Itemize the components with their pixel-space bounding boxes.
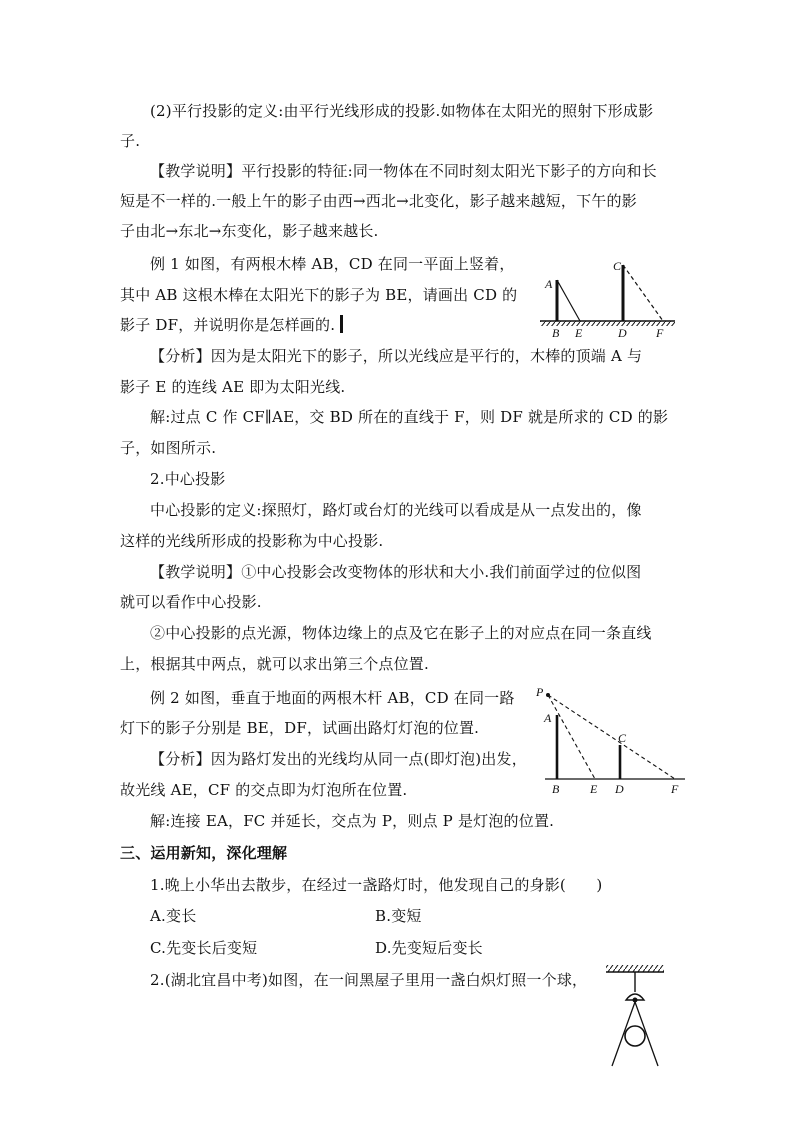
label-e: E [575,326,583,340]
question-1: 1.晚上小华出去散步，在经过一盏路灯时，他发现自己的身影( ) [150,876,603,894]
para-parallel-definition: (2)平行投影的定义:由平行光线形成的投影.如物体在太阳光的照射下形成影 [150,102,654,120]
example-1-cont: 其中 AB 这根木棒在太阳光下的影子为 BE，请画出 CD 的 [120,286,518,304]
label-c: C [618,731,627,745]
example-2: 例 2 如图，垂直于地面的两根木杆 AB，CD 在同一路 [150,689,515,707]
ceiling-hatching [606,965,664,972]
figure-parallel-projection [535,250,685,350]
solution-1-cont: 子，如图所示. [120,439,217,457]
teaching-note-1-cont: 短是不一样的.一般上午的影子由西→西北→北变化，影子越来越短，下午的影 [120,192,637,210]
sun-ray-ae [557,280,580,321]
teaching-note-3: ②中心投影的点光源，物体边缘上的点及它在影子上的对应点在同一条直线 [150,624,652,642]
ground-hatching [540,321,675,326]
question-1-option-d: D.先变短后变长 [375,939,483,957]
analysis-2: 【分析】因为路灯发出的光线均从同一点(即灯泡)出发， [150,750,527,768]
teaching-note-2: 【教学说明】①中心投影会改变物体的形状和大小.我们前面学过的位似图 [150,563,642,581]
solution-2: 解:连接 EA，FC 并延长，交点为 P，则点 P 是灯泡的位置. [150,812,555,830]
label-a: A [545,277,553,291]
section-heading-3: 三、运用新知，深化理解 [120,844,288,862]
text-cursor [340,315,343,333]
label-c: C [613,259,622,273]
label-b: B [552,326,560,340]
question-1-option-a: A.变长 [150,907,197,925]
figure-lamp-ball [600,962,670,1074]
ball-icon [625,1026,645,1046]
label-a: A [544,711,552,725]
label-d: D [615,782,624,796]
label-f: F [656,326,664,340]
label-p: P [536,685,544,699]
example-1: 例 1 如图，有两根木棒 AB，CD 在同一平面上竖着， [150,255,515,273]
label-d: D [618,326,627,340]
example-2-cont: 灯下的影子分别是 BE，DF，试画出路灯灯泡的位置. [120,719,480,737]
teaching-note-3-cont: 上，根据其中两点，就可以求出第三个点位置. [120,655,429,673]
light-ray-pe [548,695,595,779]
label-e: E [590,782,598,796]
para-central-definition-cont: 这样的光线所形成的投影称为中心投影. [120,532,384,550]
bulb-icon [633,998,638,1003]
lamp-point-p [546,693,550,697]
label-b: B [552,782,560,796]
figure-central-projection [535,685,690,795]
question-2: 2.(湖北宜昌中考)如图，在一间黑屋子里用一盏白炽灯照一个球， [150,971,588,989]
question-1-option-b: B.变短 [375,907,422,925]
solution-1: 解:过点 C 作 CF∥AE，交 BD 所在的直线于 F，则 DF 就是所求的 CD 的影 [150,408,669,426]
sun-ray-cf [623,265,663,321]
label-f: F [671,782,679,796]
analysis-1-cont: 影子 E 的连线 AE 即为太阳光线. [120,378,346,396]
teaching-note-1-cont2: 子由北→东北→东变化，影子越来越长. [120,222,379,240]
teaching-note-1: 【教学说明】平行投影的特征:同一物体在不同时刻太阳光下影子的方向和长 [150,162,657,180]
analysis-2-cont: 故光线 AE，CF 的交点即为灯泡所在位置. [120,781,408,799]
subsection-central-projection: 2.中心投影 [150,470,226,488]
para-central-definition: 中心投影的定义:探照灯，路灯或台灯的光线可以看成是从一点发出的，像 [150,501,642,519]
teaching-note-2-cont: 就可以看作中心投影. [120,593,262,611]
example-1-cont2: 影子 DF，并说明你是怎样画的. [120,316,336,334]
para-parallel-definition-cont: 子. [120,132,141,150]
question-1-option-c: C.先变长后变短 [150,939,258,957]
light-ray-pf [548,695,675,779]
analysis-1: 【分析】因为是太阳光下的影子，所以光线应是平行的，木棒的顶端 A 与 [150,347,643,365]
